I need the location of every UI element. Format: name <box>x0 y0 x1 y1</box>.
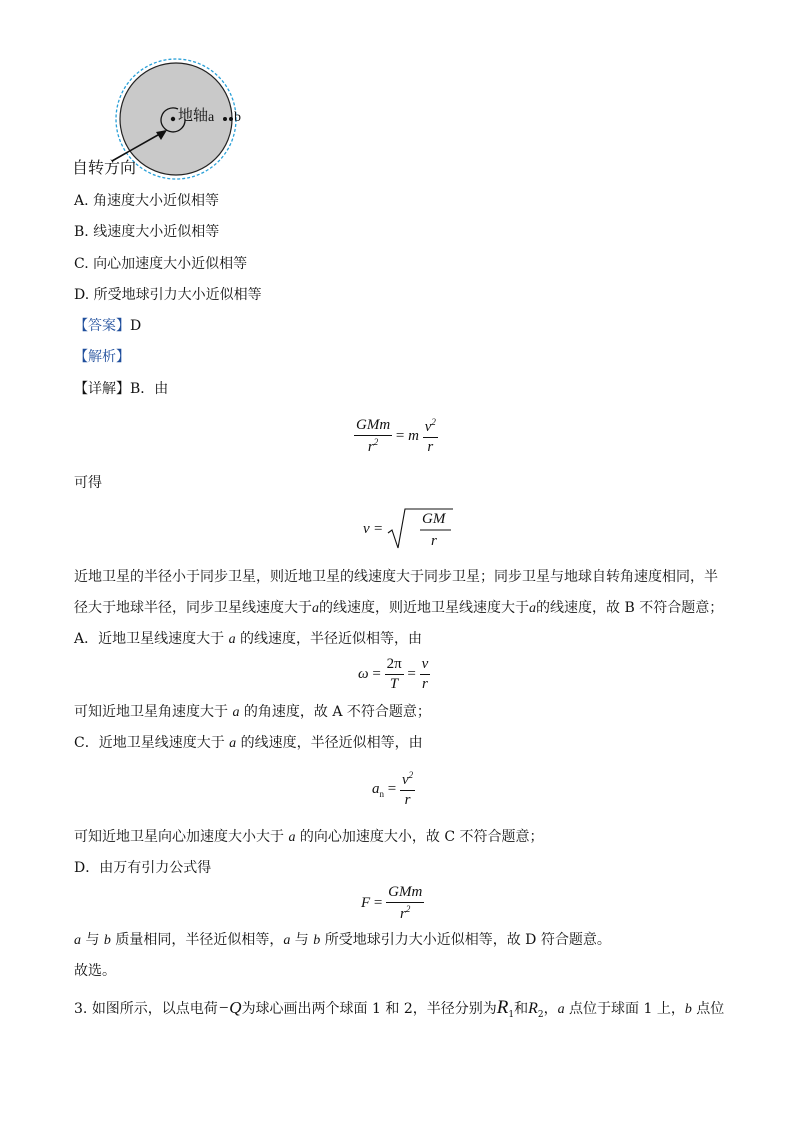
analysis-tag: 【解析】 <box>74 349 130 365</box>
formula-omega: ω = $\frac{2\pi}{T}$ = $\frac{v}{r}$ <box>358 656 429 692</box>
answer-tag: 【答案】 <box>74 318 130 334</box>
line-d: D．由万有引力公式得 <box>74 860 212 876</box>
formula-gravitation: F = $\frac{\text{GMm}}{r^2}$ <box>361 884 423 922</box>
formula-gravity-centripetal: $\frac{\text{GMm}}{r^2}$ = m $\frac{v^2}{r}$ <box>356 417 436 455</box>
point-a-label: a <box>208 110 215 125</box>
kede-text: 可得 <box>74 475 102 491</box>
para1-line2: 径大于地球半径，同步卫星线速度大于a的线速度，则近地卫星线速度大于a的线速度，故 B 不符合题意； <box>74 600 724 616</box>
earth-axis-label: 地轴 <box>178 106 209 124</box>
answer-line <box>74 319 141 333</box>
point-a-dot <box>223 117 227 121</box>
point-b-label: b <box>234 110 241 125</box>
point-b-dot <box>229 117 233 121</box>
option-c: C. 向心加速度大小近似相等 <box>74 256 248 272</box>
formula-centripetal-acc: $a_n$ = $\frac{v^2}{r}$ <box>372 770 414 808</box>
rotation-direction-label: 自转方向 <box>72 158 137 177</box>
earth-axis-point <box>171 117 175 121</box>
line-c: C．近地卫星线速度大于 a 的线速度，半径近似相等，由 <box>74 735 423 751</box>
detail-line <box>74 382 168 396</box>
line-a: A．近地卫星线速度大于 a 的线速度，半径近似相等，由 <box>74 631 423 647</box>
answer-value: D <box>130 318 142 334</box>
guxuan-text: 故选。 <box>74 963 116 979</box>
option-a: A. 角速度大小近似相等 <box>74 193 220 209</box>
earth-circle <box>120 63 232 175</box>
question-3: 3. 如图所示，以点电荷−Q为球心画出两个球面 1 和 2，半径分别为$R_1$和$R_2$，a 点位于球面 1 上，b 点位 <box>74 997 725 1020</box>
option-d: D. 所受地球引力大小近似相等 <box>74 287 262 303</box>
conclusion-d: a 与 b 质量相同，半径近似相等，a 与 b 所受地球引力大小近似相等，故 D 符合题意。 <box>74 932 611 948</box>
para1-line1: 近地卫星的半径小于同步卫星，则近地卫星的线速度大于同步卫星；同步卫星与地球自转角速度相同，半 <box>74 569 718 585</box>
conclusion-a: 可知近地卫星角速度大于 a 的角速度，故 A 不符合题意； <box>74 704 431 720</box>
detail-text: B．由 <box>130 381 169 397</box>
conclusion-c: 可知近地卫星向心加速度大小大于 a 的向心加速度大小，故 C 不符合题意； <box>74 829 544 845</box>
option-b: B. 线速度大小近似相等 <box>74 224 220 240</box>
detail-tag: 【详解】 <box>74 381 130 397</box>
